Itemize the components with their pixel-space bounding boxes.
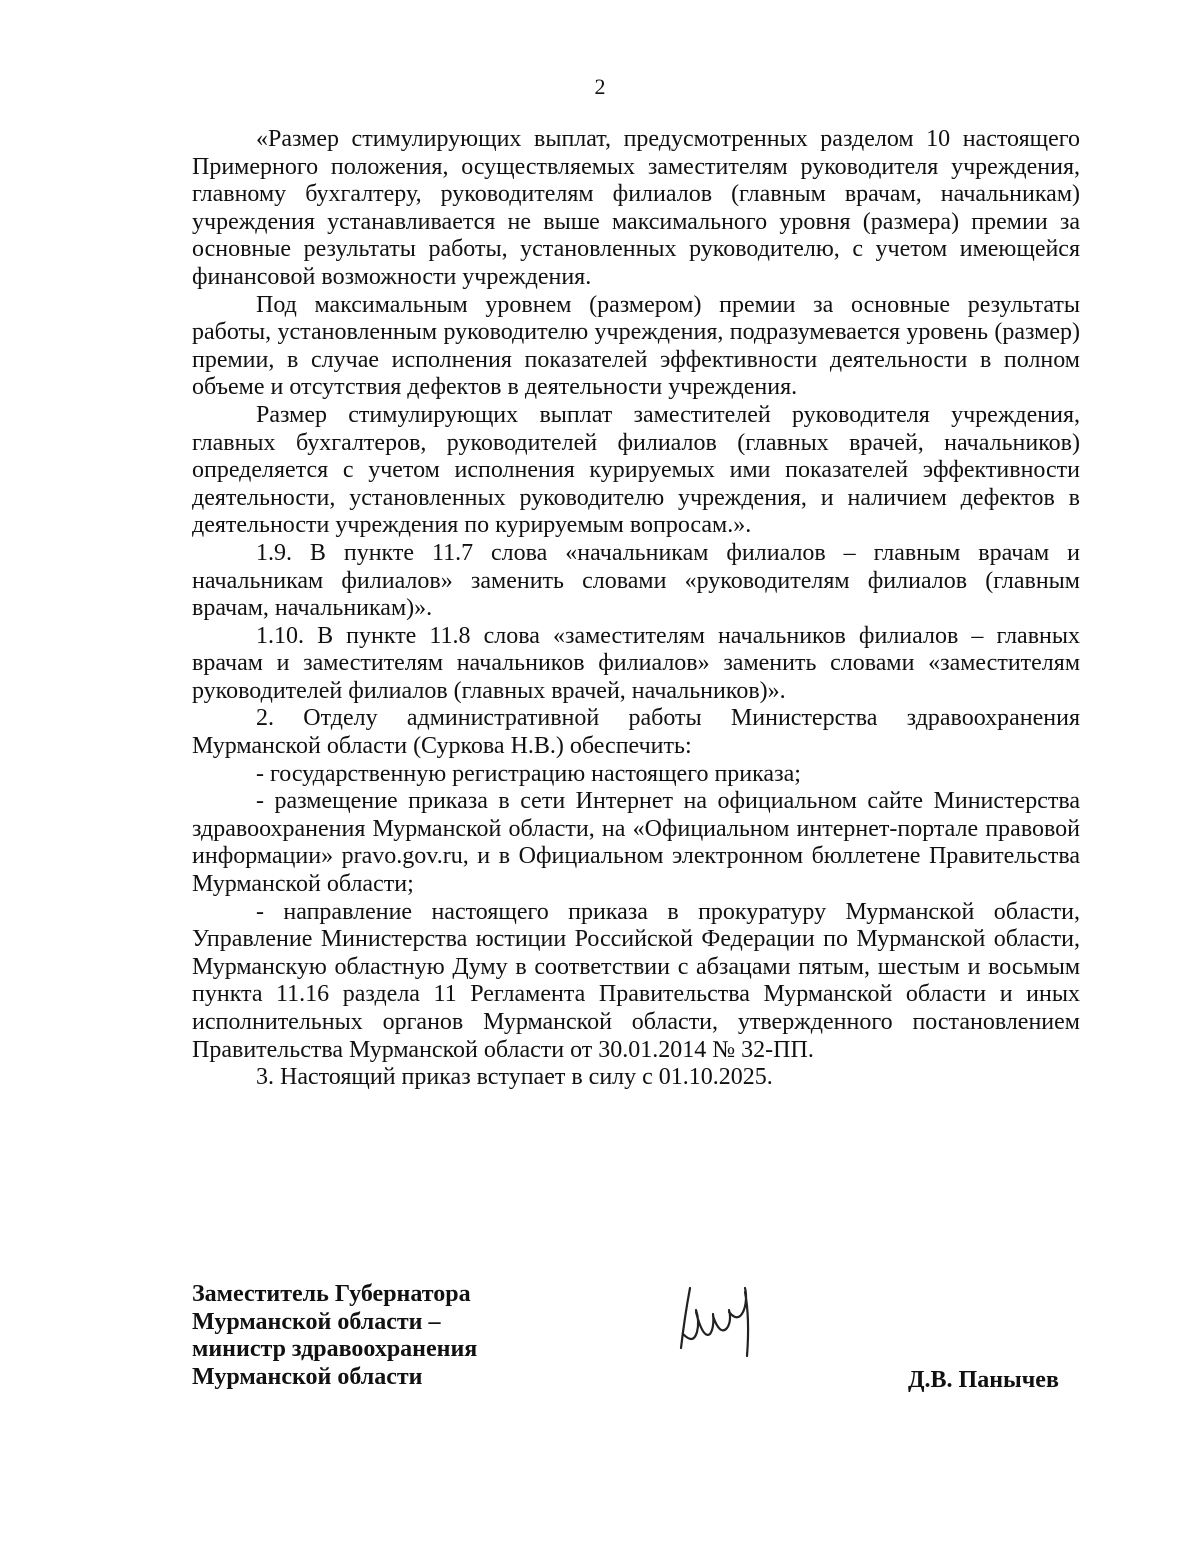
paragraph-item-1-9: 1.9. В пункте 11.7 слова «начальникам филиалов – главным врачам и начальникам филиалов» заменить словами «руководителям филиалов (главным врачам, начальникам)». (192, 539, 1080, 622)
page-number: 2 (594, 74, 606, 99)
handwritten-signature (672, 1282, 768, 1360)
paragraph-registration: - государственную регистрацию настоящего приказа; (256, 760, 801, 787)
signer-position (192, 1281, 477, 1391)
paragraph-stimulus-size: «Размер стимулирующих выплат, предусмотренных разделом 10 настоящего Примерного положения, осуществляемых заместителям руководителя учреждения, главному бухгалтеру, руководителям филиалов (главным врачам, начальникам) учреждения устанавливается не выше максимального уровня (размера) премии за основные результаты работы, установленных руководителю, с учетом имеющейся финансовой возможности учреждения. (192, 126, 1080, 290)
paragraph-item-3: 3. Настоящий приказ вступает в силу с 01.10.2025. (256, 1064, 773, 1091)
paragraph-item-1-10: 1.10. В пункте 11.8 слова «заместителям начальников филиалов – главных врачам и заместителям начальников филиалов» заменить словами «заместителям руководителей филиалов (главных врачей, начальников)». (192, 622, 1080, 704)
signer-position-line: Мурманской области (192, 1363, 423, 1390)
document-body (192, 126, 1080, 1092)
paragraph-max-premium-level: Под максимальным уровнем (размером) премии за основные результаты работы, установленным руководителю учреждения, подразумевается уровень (размер) премии, в случае исполнения показателей эффективности деятельности в полном объеме и отсутствия дефектов в деятельности учреждения. (192, 291, 1080, 401)
paragraph-deputies-payments: Размер стимулирующих выплат заместителей руководителя учреждения, главных бухгалтеров, руководителей филиалов (главных врачей, начальников) определяется с учетом исполнения курируемых ими показателей эффективности деятельности, установленных руководителю учреждения, и наличием дефектов в деятельности учреждения по курируемым вопросам.». (192, 401, 1080, 539)
paragraph-item-2: 2. Отделу административной работы Министерства здравоохранения Мурманской области (Суркова Н.В.) обеспечить: (192, 705, 1080, 760)
signer-name: Д.В. Панычев (908, 1367, 1059, 1393)
paragraph-publication: - размещение приказа в сети Интернет на официальном сайте Министерства здравоохранения Мурманской области, на «Официальном интернет-портале правовой информации» pravo.gov.ru, и в Официальном электронном бюллетене Правительства Мурманской области; (192, 788, 1080, 898)
signer-position-line: Мурманской области – (192, 1308, 441, 1335)
signer-position-line: Заместитель Губернатора (192, 1281, 471, 1307)
signer-position-line: министр здравоохранения (192, 1336, 478, 1362)
paragraph-distribution: - направление настоящего приказа в прокуратуру Мурманской области, Управление Министерства юстиции Российской Федерации по Мурманской области, Мурманскую областную Думу в соответствии с абзацами пятым, шестым и восьмым пункта 11.16 раздела 11 Регламента Правительства Мурманской области и иных исполнительных органов Мурманской области, утвержденного постановлением Правительства Мурманской области от 30.01.2014 № 32-ПП. (192, 898, 1080, 1063)
